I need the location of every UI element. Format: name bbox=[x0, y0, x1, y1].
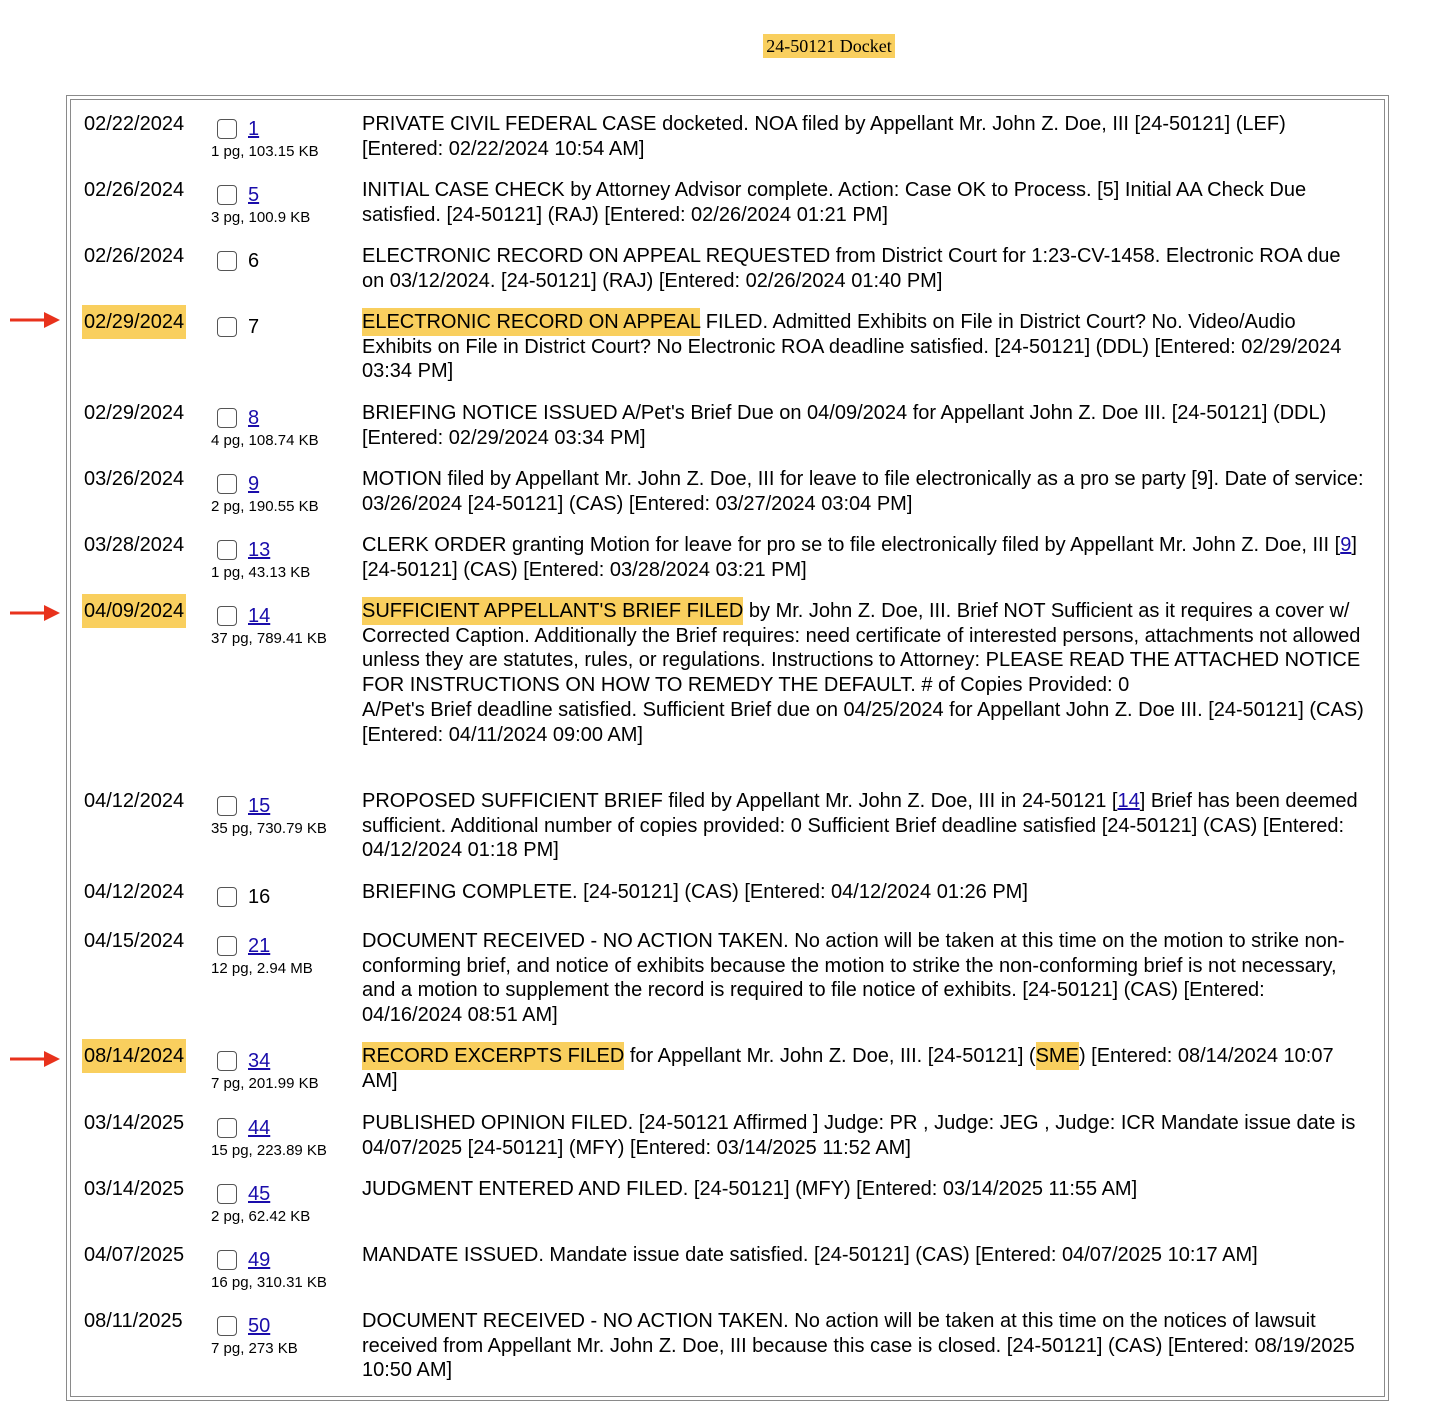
entry-date: 02/26/2024 bbox=[84, 245, 185, 267]
docket-entry bbox=[84, 1111, 1374, 1177]
red-arrow-icon bbox=[10, 1049, 60, 1069]
document-size: 3 pg, 100.9 KB bbox=[211, 209, 311, 226]
document-size: 2 pg, 190.55 KB bbox=[211, 498, 319, 515]
docket-entry bbox=[84, 1177, 1374, 1243]
document-link[interactable]: 21 bbox=[248, 934, 271, 957]
entry-text: PUBLISHED OPINION FILED. [24-50121 Affirmed ] Judge: PR , Judge: JEG , Judge: ICR Mandate issue date is 04/07/2025 [24-50121] (MFY) [Entered: 03/14/2025 11:52 AM] bbox=[362, 1112, 1356, 1159]
select-checkbox[interactable] bbox=[217, 540, 237, 560]
docket-entry bbox=[84, 401, 1374, 467]
entry-text bbox=[362, 789, 1374, 863]
red-arrow-icon bbox=[10, 310, 60, 330]
document-link[interactable]: 14 bbox=[248, 604, 271, 627]
document-size: 1 pg, 43.13 KB bbox=[211, 564, 311, 581]
red-arrow-icon bbox=[10, 603, 60, 623]
entry-text: DOCUMENT RECEIVED - NO ACTION TAKEN. No action will be taken at this time on the notices of lawsuit received from Appellant Mr. John Z. Doe, III because this case is closed. [24-50121] (CAS) [Entered: 08/19/2025 10:50 AM] bbox=[362, 1310, 1355, 1382]
select-checkbox[interactable] bbox=[217, 796, 237, 816]
entry-text: INITIAL CASE CHECK by Attorney Advisor complete. Action: Case OK to Process. [5] Initial AA Check Due satisfied. [24-50121] (RAJ) [Entered: 02/26/2024 01:21 PM] bbox=[362, 179, 1307, 226]
entry-date: 04/15/2024 bbox=[84, 930, 185, 952]
highlighted-initials: SME bbox=[1036, 1042, 1079, 1070]
entry-text: BRIEFING NOTICE ISSUED A/Pet's Brief Due on 04/09/2024 for Appellant John Z. Doe III. [24-50121] (DDL) [Entered: 02/29/2024 03:34 PM] bbox=[362, 402, 1327, 449]
document-size: 15 pg, 223.89 KB bbox=[211, 1142, 327, 1159]
document-link[interactable]: 45 bbox=[248, 1182, 271, 1205]
docket-entry bbox=[84, 533, 1374, 599]
docket-entry bbox=[84, 310, 1374, 401]
entry-text-rest: A/Pet's Brief deadline satisfied. Sufficient Brief due on 04/25/2024 for Appellant John Z. Doe III. [24-50121] (CAS) [Entered: 04/11/2024 09:00 AM] bbox=[362, 698, 1364, 746]
docket-entry bbox=[84, 178, 1374, 244]
entry-text: MANDATE ISSUED. Mandate issue date satisfied. [24-50121] (CAS) [Entered: 04/07/2025 10:17 AM] bbox=[362, 1244, 1258, 1266]
docket-table bbox=[66, 95, 1389, 1401]
select-checkbox[interactable] bbox=[217, 408, 237, 428]
entry-text: JUDGMENT ENTERED AND FILED. [24-50121] (MFY) [Entered: 03/14/2025 11:55 AM] bbox=[362, 1178, 1138, 1200]
docket-entry bbox=[84, 112, 1374, 178]
select-checkbox[interactable] bbox=[217, 317, 237, 337]
inline-document-link[interactable]: 9 bbox=[1340, 534, 1352, 556]
docket-entry bbox=[84, 1044, 1374, 1111]
document-size: 37 pg, 789.41 KB bbox=[211, 630, 327, 647]
entry-text bbox=[362, 310, 1374, 384]
entry-text: MOTION filed by Appellant Mr. John Z. Doe, III for leave to file electronically as a pro se party [9]. Date of service: 03/26/2024 [24-50121] (CAS) [Entered: 03/27/2024 03:04 PM] bbox=[362, 468, 1364, 515]
document-link[interactable]: 49 bbox=[248, 1248, 271, 1271]
docket-entry bbox=[84, 789, 1374, 880]
entry-text: BRIEFING COMPLETE. [24-50121] (CAS) [Entered: 04/12/2024 01:26 PM] bbox=[362, 881, 1028, 903]
entry-date: 02/29/2024 bbox=[84, 402, 185, 424]
select-checkbox[interactable] bbox=[217, 606, 237, 626]
docket-entry bbox=[84, 1309, 1374, 1389]
entry-date: 03/26/2024 bbox=[84, 468, 185, 490]
highlighted-text: SUFFICIENT APPELLANT'S BRIEF FILED bbox=[362, 597, 743, 625]
document-number: 6 bbox=[248, 249, 260, 272]
select-checkbox[interactable] bbox=[217, 251, 237, 271]
entry-date: 02/29/2024 bbox=[82, 305, 186, 339]
docket-entry bbox=[84, 929, 1374, 1044]
docket-entry bbox=[84, 599, 1374, 789]
select-checkbox[interactable] bbox=[217, 1184, 237, 1204]
select-checkbox[interactable] bbox=[217, 474, 237, 494]
select-checkbox[interactable] bbox=[217, 1118, 237, 1138]
page-header bbox=[0, 36, 1456, 57]
entry-text-rest: FILED. Admitted Exhibits on File in District Court? No. Video/Audio Exhibits on File in District Court? No Electronic ROA deadline satisfied. [24-50121] (DDL) [Entered: 02/29/2024 03:34 PM] bbox=[362, 311, 1342, 383]
select-checkbox[interactable] bbox=[217, 185, 237, 205]
select-checkbox[interactable] bbox=[217, 1250, 237, 1270]
entry-date: 02/22/2024 bbox=[84, 113, 185, 135]
entry-text: DOCUMENT RECEIVED - NO ACTION TAKEN. No action will be taken at this time on the motion to strike non-conforming brief, and notice of exhibits because the motion to strike the non-conforming brief is not necessary, and a motion to supplement the record is required to file notice of exhibits. [24-50121] (CAS) [Entered: 04/16/2024 08:51 AM] bbox=[362, 930, 1345, 1027]
entry-text-part: ] [24-50121] (CAS) [Entered: 03/28/2024 03:21 PM] bbox=[362, 534, 1357, 581]
document-size: 7 pg, 201.99 KB bbox=[211, 1075, 319, 1092]
entry-text-part: CLERK ORDER granting Motion for leave for pro se to file electronically filed by Appellant Mr. John Z. Doe, III [ bbox=[362, 534, 1341, 556]
entry-date: 08/14/2024 bbox=[82, 1039, 186, 1073]
document-size: 2 pg, 62.42 KB bbox=[211, 1208, 311, 1225]
entry-date: 03/14/2025 bbox=[84, 1112, 185, 1134]
document-size: 4 pg, 108.74 KB bbox=[211, 432, 319, 449]
document-link[interactable]: 34 bbox=[248, 1049, 271, 1072]
select-checkbox[interactable] bbox=[217, 887, 237, 907]
entry-text: PRIVATE CIVIL FEDERAL CASE docketed. NOA filed by Appellant Mr. John Z. Doe, III [24-50121] (LEF) [Entered: 02/22/2024 10:54 AM] bbox=[362, 113, 1286, 160]
inline-document-link[interactable]: 14 bbox=[1117, 790, 1140, 812]
entry-text bbox=[362, 1044, 1374, 1093]
select-checkbox[interactable] bbox=[217, 119, 237, 139]
document-link[interactable]: 1 bbox=[248, 117, 260, 140]
document-number: 16 bbox=[248, 885, 271, 908]
entry-date: 04/07/2025 bbox=[84, 1244, 185, 1266]
entry-text-part: ] Brief has been deemed sufficient. Additional number of copies provided: 0 Sufficient Brief deadline satisfied [24-50121] (CAS) [Entered: 04/12/2024 01:18 PM] bbox=[362, 790, 1358, 862]
docket-entry bbox=[84, 467, 1374, 533]
document-link[interactable]: 8 bbox=[248, 406, 260, 429]
entry-text bbox=[362, 599, 1374, 747]
entry-text-part: for Appellant Mr. John Z. Doe, III. [24-50121] ( bbox=[624, 1045, 1036, 1067]
select-checkbox[interactable] bbox=[217, 936, 237, 956]
document-size: 16 pg, 310.31 KB bbox=[211, 1274, 327, 1291]
document-link[interactable]: 15 bbox=[248, 794, 271, 817]
document-size: 35 pg, 730.79 KB bbox=[211, 820, 327, 837]
select-checkbox[interactable] bbox=[217, 1316, 237, 1336]
entry-text: ELECTRONIC RECORD ON APPEAL REQUESTED from District Court for 1:23-CV-1458. Electronic ROA due on 03/12/2024. [24-50121] (RAJ) [Entered: 02/26/2024 01:40 PM] bbox=[362, 245, 1341, 292]
entry-date: 04/12/2024 bbox=[84, 881, 185, 903]
highlighted-text: ELECTRONIC RECORD ON APPEAL bbox=[362, 308, 700, 336]
document-link[interactable]: 5 bbox=[248, 183, 260, 206]
page-title: 24-50121 Docket bbox=[763, 34, 894, 58]
entry-date: 03/28/2024 bbox=[84, 534, 185, 556]
entry-date: 04/12/2024 bbox=[84, 790, 185, 812]
entry-date: 04/09/2024 bbox=[82, 594, 186, 628]
docket-entry bbox=[84, 244, 1374, 310]
document-link[interactable]: 9 bbox=[248, 472, 260, 495]
entry-date: 02/26/2024 bbox=[84, 179, 185, 201]
docket-entry bbox=[84, 880, 1374, 929]
docket-entry bbox=[84, 1243, 1374, 1309]
document-size: 1 pg, 103.15 KB bbox=[211, 143, 319, 160]
highlighted-text: RECORD EXCERPTS FILED bbox=[362, 1042, 624, 1070]
entry-text-rest: by Mr. John Z. Doe, III. Brief NOT Sufficient as it requires a cover w/ Corrected Caption. Additionally the Brief requires: need certificate of interested persons, attachments not allowed unless they are statutes, rules, or regulations. Instructions to Attorney: PLEASE READ THE ATTACHED NOTICE FOR INSTRUCTIONS ON HOW TO REMEDY THE DEFAULT. # of Copies Provided: 0 bbox=[362, 600, 1361, 697]
document-size: 7 pg, 273 KB bbox=[211, 1340, 298, 1357]
select-checkbox[interactable] bbox=[217, 1051, 237, 1071]
document-size: 12 pg, 2.94 MB bbox=[211, 960, 313, 977]
document-number: 7 bbox=[248, 315, 260, 338]
document-link[interactable]: 50 bbox=[248, 1314, 271, 1337]
entry-text bbox=[362, 533, 1374, 582]
entry-text-part: PROPOSED SUFFICIENT BRIEF filed by Appellant Mr. John Z. Doe, III in 24-50121 [ bbox=[362, 790, 1118, 812]
entry-date: 08/11/2025 bbox=[84, 1310, 183, 1332]
entry-text-part: ) [Entered: 08/14/2024 10:07 AM] bbox=[362, 1045, 1334, 1092]
document-link[interactable]: 13 bbox=[248, 538, 271, 561]
document-link[interactable]: 44 bbox=[248, 1116, 271, 1139]
entry-date: 03/14/2025 bbox=[84, 1178, 185, 1200]
